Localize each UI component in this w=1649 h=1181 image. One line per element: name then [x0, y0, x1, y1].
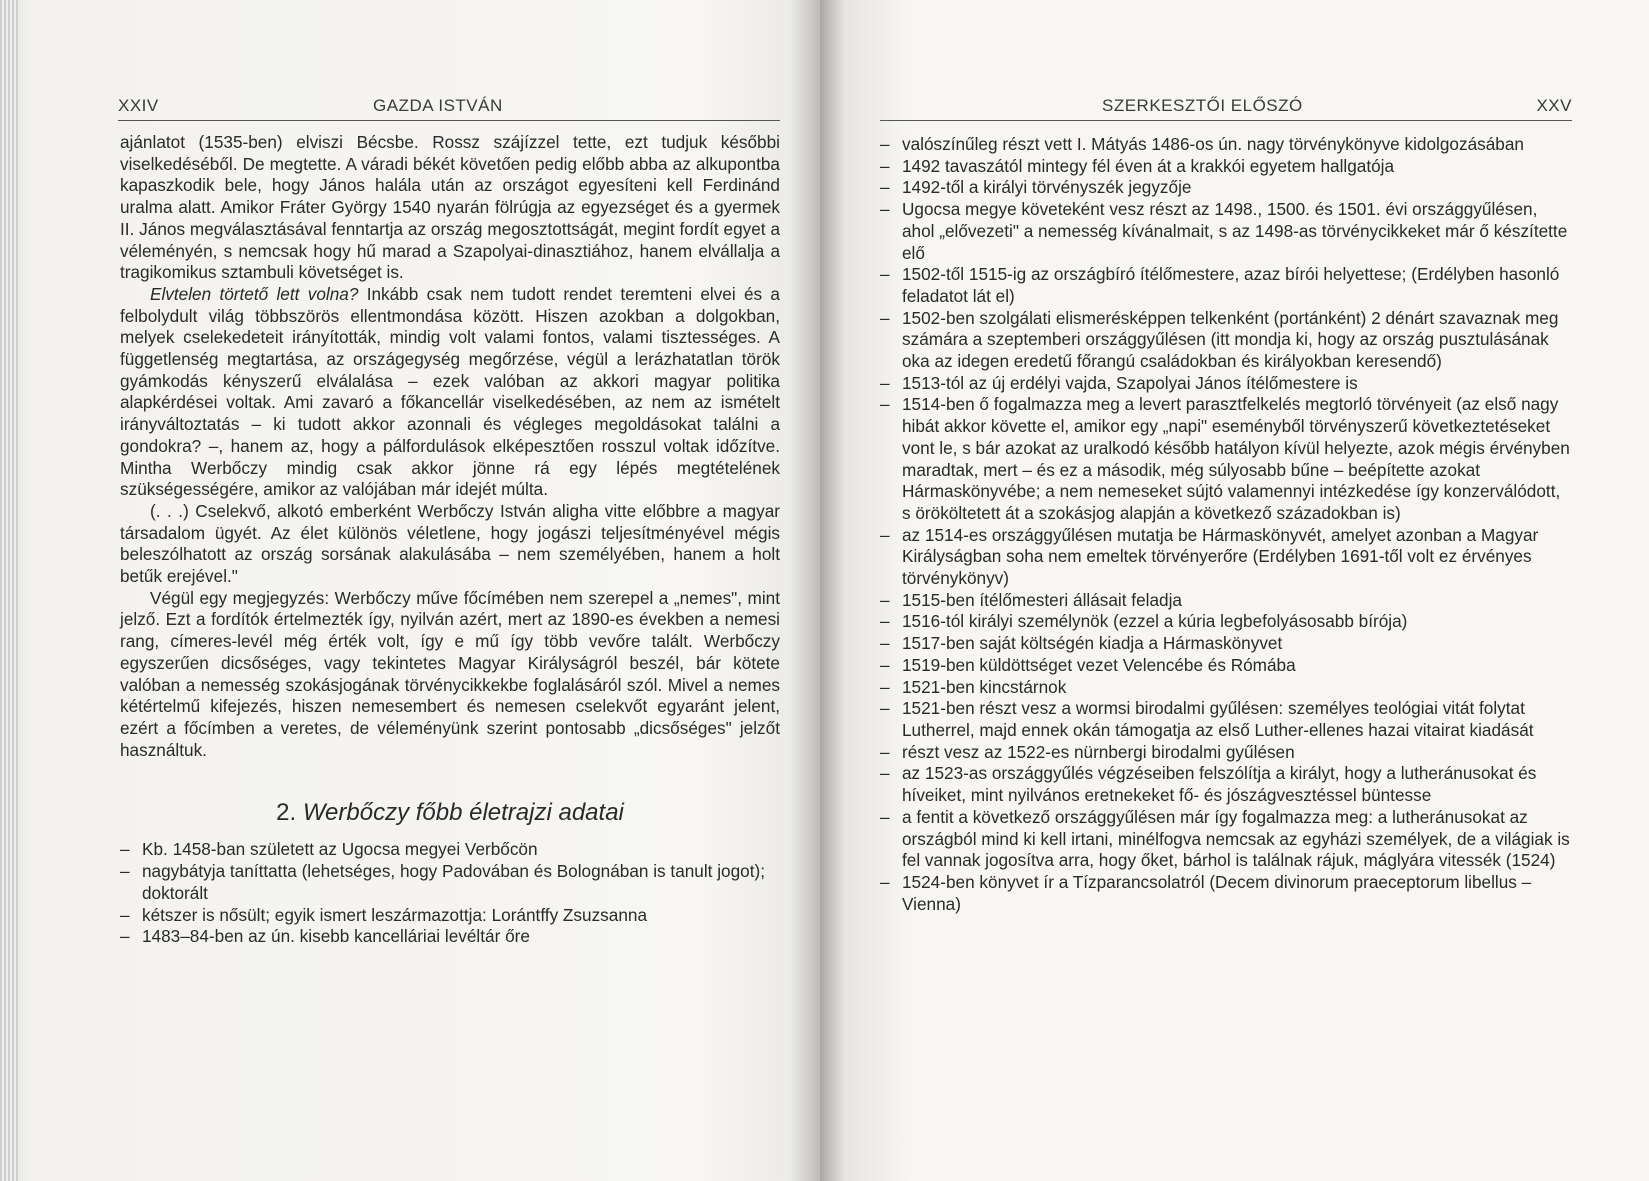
list-item: – valószínűleg részt vett I. Mátyás 1486-os ún. nagy törvénykönyve kidolgozásában	[880, 134, 1572, 156]
list-item: – 1483–84-ben az ún. kisebb kancelláriai levéltár őre	[120, 926, 780, 948]
list-item: – 1524-ben könyvet ír a Tízparancsolatról (Decem divinorum praeceptorum libellus – Vienna)	[880, 872, 1572, 915]
list-item: – 1515-ben ítélőmesteri állásait feladja	[880, 590, 1572, 612]
right-running-header	[880, 92, 1572, 121]
right-page	[820, 0, 1649, 1181]
paragraph: (. . .) Cselekvő, alkotó emberként Werbőczy István aligha vitte előbbre a magyar társadalom ügyét. Az élet különös véletlene, hogy jogászi teljesítményével mégis beleszólhatott az ország sorsának alakulásába – nem személyében, hanem a holt betűk erejével."	[120, 500, 780, 587]
right-body-text	[880, 134, 1572, 915]
list-item: – 1517-ben saját költségén kiadja a Hármaskönyvet	[880, 633, 1572, 655]
list-item: – 1516-tól királyi személynök (ezzel a kúria legbefolyásosabb bírója)	[880, 611, 1572, 633]
right-page-number: XXV	[1536, 96, 1572, 115]
section-title: Werbőczy főbb életrajzi adatai	[302, 799, 624, 827]
left-running-head: GAZDA ISTVÁN	[373, 96, 503, 115]
left-body-text	[120, 132, 780, 948]
list-item: – kétszer is nősült; egyik ismert leszármazottja: Lorántffy Zsuzsanna	[120, 905, 780, 927]
list-item: – 1502-ben szolgálati elismerésképpen telkenként (portánként) 2 dénárt szavaznak meg számára a szeptemberi országgyűlésen (itt mondja ki, hogy az ország pusztulásának oka az idegen eredetű főrangú családokban és királyokban keresendő)	[880, 308, 1572, 373]
page-edge-stack	[0, 0, 18, 1181]
biography-list	[120, 839, 780, 948]
list-item: – 1519-ben küldöttséget vezet Velencébe és Rómába	[880, 655, 1572, 677]
list-item: – a fentit a következő országgyűlésen már így fogalmazza meg: a lutheránusokat az országból mind ki kell irtani, minélfogva nemcsak az egyházi személyek, de a világiak is fel vannak jogosítva arra, hogy őket, bárhol is találnak rájuk, máglyára vitessék (1524)	[880, 807, 1572, 872]
list-item: – nagybátyja taníttatta (lehetséges, hogy Padovában és Bolognában is tanult jogot); doktorált	[120, 861, 780, 904]
left-running-header	[118, 92, 780, 121]
list-item: – részt vesz az 1522-es nürnbergi birodalmi gyűlésen	[880, 742, 1572, 764]
list-item: – Ugocsa megye követeként vesz részt az 1498., 1500. és 1501. évi országgyűlésen, ahol „elővezeti" a nemesség kívánalmait, s az 1498-as törvénycikkeket már ő készítette elő	[880, 199, 1572, 264]
list-item: – 1521-ben részt vesz a wormsi birodalmi gyűlésen: személyes teológiai vitát folytat Lutherrel, majd ennek okán támogatja az első Luther-ellenes hazai vitairat kiadását	[880, 698, 1572, 741]
list-item: – az 1523-as országgyűlés végzéseiben felszólítja a királyt, hogy a lutheránusokat és híveiket, mint nyilvános eretnekeket fő- és jószágvesztéssel büntesse	[880, 763, 1572, 806]
list-item: – 1514-ben ő fogalmazza meg a levert parasztfelkelés megtorló törvényeit (az első nagy hibát akkor követte el, amikor egy „napi" eseményből törvényszerű következtetéseket vont le, s bár azokat az uralkodó később hatályon kívül helyezte, azok mégis érvényben maradtak, mert – és ez a második, még súlyosabb bűne – beépítette azokat Hármaskönyvébe; a nem nemeseket sújtó valamennyi intézkedése így konzerválódott, s örököltetett át a szokásjog alapján a következő századokban is)	[880, 394, 1572, 524]
paragraph	[120, 284, 780, 501]
list-item: – 1502-től 1515-ig az országbíró ítélőmestere, azaz bírói helyettese; (Erdélyben hasonló feladatot lát el)	[880, 264, 1572, 307]
list-item: – 1513-tól az új erdélyi vajda, Szapolyai János ítélőmestere is	[880, 373, 1572, 395]
right-running-head: SZERKESZTŐI ELŐSZÓ	[1102, 96, 1303, 115]
section-heading	[120, 799, 780, 827]
list-item: – Kb. 1458-ban született az Ugocsa megyei Verbőcön	[120, 839, 780, 861]
paragraph-rest: Inkább csak nem tudott rendet teremteni elvei és a felbolydult világ többszörös ellentmondása között. Hiszen azokban a dolgokban, melyek cselekedeteit irányították, mindig volt valami fontos, valami tisztességes. A függetlenség megtartása, az országegység megőrzése, végül a lerázhatatlan török gyámkodás kényszerű elválalása – ezek valóban az akkori magyar politika alapkérdései voltak. Ami zavaró a főkancellár viselkedésében, az nem az ismételt irányváltoztatás – ki tudott akkor azonnali és végleges megoldásokat találni a gondokra? –, hanem az, hogy a pálfordulások elképesztően rosszul voltak időzítve. Mintha Werbőczy mindig csak akkor jönne rá egy lépés megtételének szükségességére, amikor az valójában már idejét múlta.	[120, 283, 780, 500]
left-page	[0, 0, 820, 1181]
list-item: – 1492-től a királyi törvényszék jegyzője	[880, 177, 1572, 199]
section-number: 2.	[276, 799, 297, 827]
list-item: – 1521-ben kincstárnok	[880, 677, 1572, 699]
paragraph: Végül egy megjegyzés: Werbőczy műve főcímében nem szerepel a „nemes", mint jelző. Ezt a fordítók értelmezték így, nyilván azért, mert az 1890-es években a nemesi rang, címeres-levél még érték volt, így e mű így több vevőre talált. Werbőczy egyszerűen dicsőséges, vagy tekintetes Magyar Királyságról beszél, bár kötete valóban a nemesség szokásjogának törvénycikkekbe foglalásáról szól. Mivel a nemes kétértelmű kifejezés, hiszen nemesembert és nemesen cselekvőt egyaránt jelent, ezért a főcímben a veretes, de véleményünk szerint pontosabb „dicsőséges" jelzőt használtuk.	[120, 587, 780, 760]
paragraph: ajánlatot (1535-ben) elviszi Bécsbe. Rossz szájízzel tette, ezt tudjuk későbbi viselkedéséből. De megtette. A váradi békét követően pedig előbb abba az alkupontba kapaszkodik bele, hogy János halála után az országot egyesíteni kell Ferdinánd uralma alatt. Amikor Fráter György 1540 nyarán fölrúgja az egyezséget és a gyermek II. János megválasztásával fenntartja az ország megosztottságát, megint fordít egyet a véleményén, s nemcsak hogy hű marad a Szapolyai-dinasztiához, hanem elvállalja a tragikomikus sztambuli követséget is.	[120, 132, 780, 283]
left-page-number: XXIV	[118, 96, 159, 115]
biography-list-continued	[880, 134, 1572, 915]
list-item: – 1492 tavaszától mintegy fél éven át a krakkói egyetem hallgatója	[880, 156, 1572, 178]
italic-question: Elvtelen törtető lett volna?	[150, 283, 359, 304]
list-item: – az 1514-es országgyűlésen mutatja be Hármaskönyvét, amelyet azonban a Magyar Királyságban soha nem emeltek törvényerőre (Erdélyben 1691-től volt ez érvényes törvénykönyv)	[880, 525, 1572, 590]
